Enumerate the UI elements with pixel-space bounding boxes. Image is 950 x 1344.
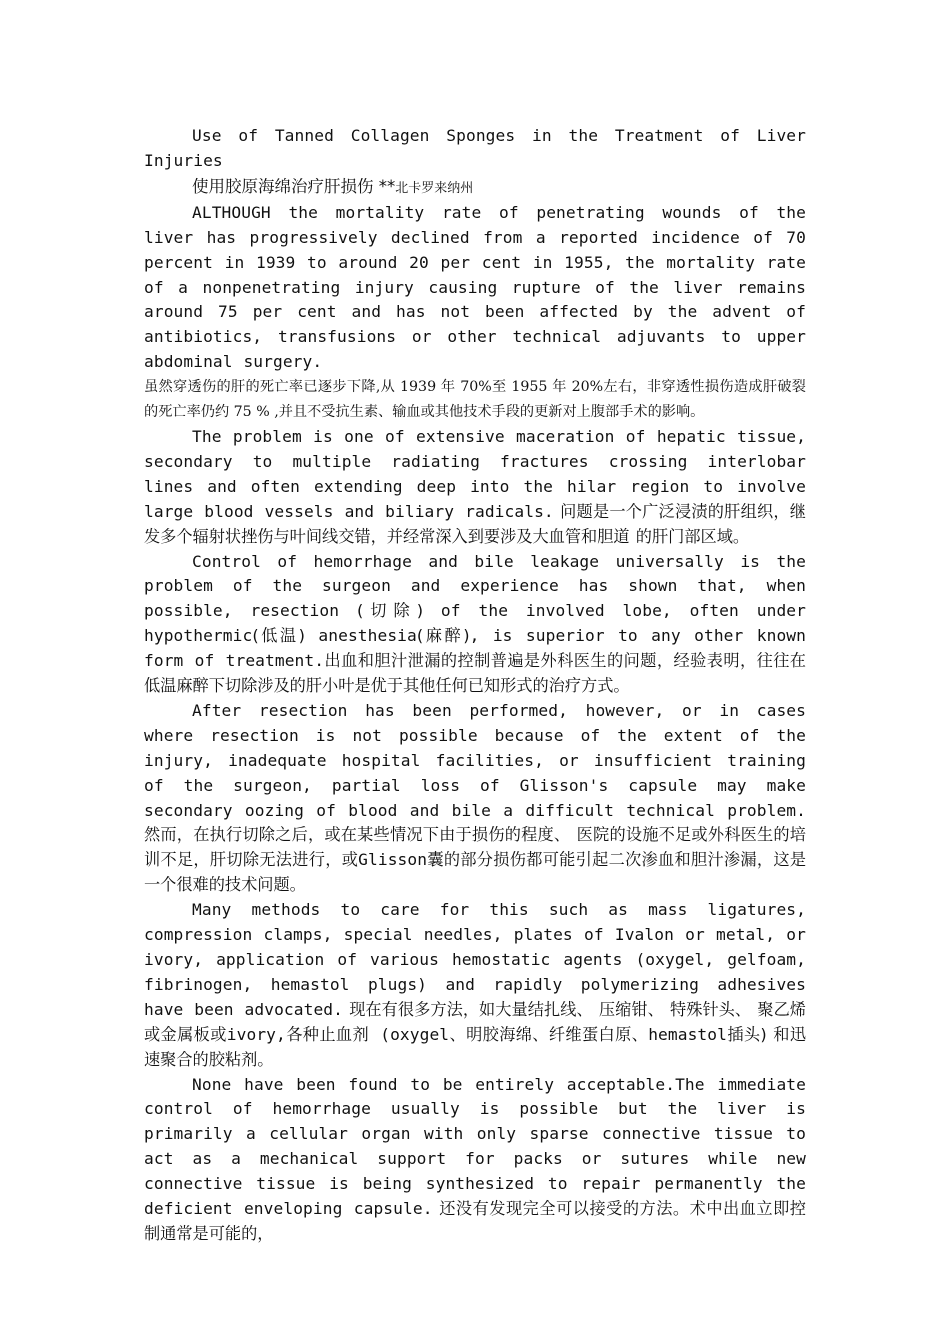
paragraph-6: [144, 1073, 806, 1247]
paragraph-5: [144, 898, 806, 1072]
paragraph-3-cn-c: (麻醉): [416, 626, 470, 646]
paragraph-4-cn-a: 然而，在执行切除之后，或在某些情况下由于损伤的程度、 医院的设施不足或外科医生的培训不足，肝切除无法进行，或: [144, 825, 806, 870]
paragraph-3: [144, 550, 806, 699]
paragraph-1-english: [144, 201, 806, 375]
paragraph-5-cn-a: 现在有很多方法，如大量结扎线、 压缩钳、 特殊针头、 聚乙烯或金属板或: [144, 999, 806, 1044]
paragraph-1-chinese: [144, 375, 806, 425]
paragraph-5-cn-d: 插头): [726, 1024, 767, 1044]
paragraph-3-en-b: of the involved lobe, often under hypothermic: [144, 601, 806, 646]
paragraph-2-cn-text: 问题是一个广泛浸渍的肝组织，继发多个辐射状挫伤与叶间线交错，并经常深入到要涉及大血管和胆道 的肝门部区域。: [144, 501, 806, 546]
paragraph-3-en-d: , is superior to any other known form of treatment.: [144, 626, 806, 671]
paragraph-5-en-b: ivory,: [226, 1024, 286, 1044]
title-english-text-cont: Injuries: [144, 150, 223, 170]
title-english-line-2: [144, 149, 806, 174]
paragraph-3-cn-b: (低温): [252, 626, 305, 646]
paragraph-1-cn-text: 虽然穿透伤的肝的死亡率已逐步下降,从 1939 年 70%至 1955 年 20%左右，非穿透性损伤造成肝破裂的死亡率仍约 75 % ,并且不受抗生素、输血或其他技术手段的更新对上腹部手术的影响。: [144, 379, 806, 421]
paragraph-3-en-c: anesthesia: [305, 626, 417, 646]
paragraph-3-cn-a: (切除): [356, 601, 424, 621]
paragraph-4: [144, 699, 806, 898]
paragraph-3-cn-text: 出血和胆汁泄漏的控制普遍是外科医生的问题，经验表明，往往在低温麻醉下切除涉及的肝小叶是优于其他任何已知形式的治疗方式。: [144, 651, 806, 696]
paragraph-1-en-text: ALTHOUGH the mortality rate of penetrating wounds of the liver has progressively declined from a reported incidence of 70 percent in 1939 to around 20 per cent in 1955, the mortality rate of a nonpenetrating injury causing rupture of the liver remains around 75 per cent and has not been affected by the advent of antibiotics, transfusions or other technical adjuvants to upper abdominal surgery.: [144, 202, 806, 372]
paragraph-4-cn-b: 囊的部分损伤都可能引起二次渗血和胆汁渗漏，这是一个很难的技术问题。: [144, 850, 807, 895]
paragraph-4-en-text: After resection has been performed, however, or in cases where resection is not possible because of the extent of the injury, inadequate hospital facilities, or insufficient training of the surgeon, partial loss of Glisson's capsule may make secondary oozing of blood and bile a difficult technical problem.: [144, 700, 806, 820]
paragraph-6-en-text: None have been found to be entirely acceptable.The immediate control of hemorrhage usually is possible but the liver is primarily a cellular organ with only sparse connective tissue to act as a mechanical support for packs or sutures while new connective tissue is being synthesized to repair permanently the deficient enveloping capsule.: [144, 1074, 806, 1219]
paragraph-5-en-d: hemastol: [648, 1024, 727, 1044]
paragraph-2-en-text: The problem is one of extensive maceration of hepatic tissue, secondary to multiple radiating fractures crossing interlobar lines and often extending deep into the hilar region to involve large blood vessels and biliary radicals.: [144, 426, 806, 521]
paragraph-3-en-a: Control of hemorrhage and bile leakage universally is the problem of the surgeon and experience has shown that, when possible, resection: [144, 551, 806, 621]
document-body: [144, 124, 806, 1247]
title-chinese: [144, 174, 806, 201]
paragraph-5-en-c: (oxygel: [369, 1024, 450, 1044]
title-marker: **: [373, 176, 396, 196]
title-affiliation: 北卡罗来纳州: [395, 180, 474, 196]
paragraph-5-cn-b: 各种止血剂: [285, 1024, 370, 1044]
paragraph-6-cn-text: 还没有发现完全可以接受的方法。术中出血立即控制通常是可能的，: [144, 1199, 806, 1243]
paragraph-5-cn-e: 和迅速聚合的胶粘剂。: [144, 1024, 807, 1069]
title-chinese-text: 使用胶原海绵治疗肝损伤: [192, 176, 374, 196]
paragraph-2: [144, 425, 806, 550]
title-english-text: Use of Tanned Collagen Sponges in the Treatment of Liver: [192, 126, 806, 145]
paragraph-5-en-text: Many methods to care for this such as mass ligatures, compression clamps, special needles, plates of Ivalon or metal, or ivory, application of various hemostatic agents (oxygel, gelfoam, fibrinogen, hemastol plugs) and rapidly polymerizing adhesives have been advocated.: [144, 900, 806, 1019]
paragraph-5-cn-c: 、明胶海绵、纤维蛋白原、: [449, 1024, 649, 1044]
paragraph-4-en-b: Glisson: [358, 850, 428, 870]
title-english-line-1: [144, 124, 806, 149]
